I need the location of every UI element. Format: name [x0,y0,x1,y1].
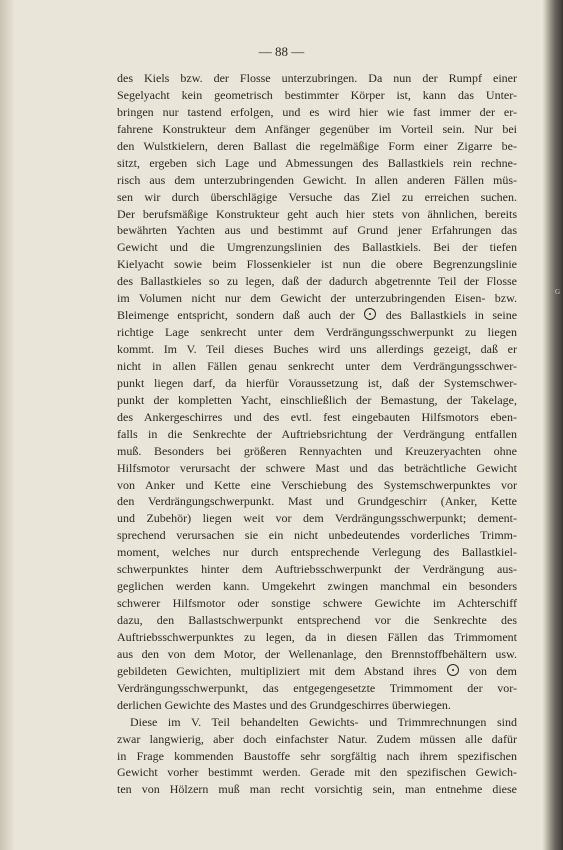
line-text: Gewicht vorher bestimmt werden. Gerade mit den spezifischen Gewich- [117,765,517,780]
edge-mark: G [554,288,561,296]
text-line [117,510,517,527]
text-line [117,172,517,189]
text-line [117,493,517,510]
text-line [117,612,517,629]
line-text: Verdrängungsschwerpunkt, das entgegengesetzte Trimmoment der vor- [117,680,517,695]
line-text: von Anker und Kette eine Verschiebung des Systemschwerpunktes vor [117,477,517,492]
line-text: moment, welches nur durch entsprechende Verlegung des Ballastkiel- [117,545,517,560]
text-line [117,409,517,426]
text-line [117,375,517,392]
line-text: den Wulstkielern, deren Ballast die regelmäßige Form einer Zigarre be- [117,138,517,153]
line-text: bringen nur tastend erfolgen, und es wird hier wie fast immer der er- [117,104,517,119]
line-text: Auftriebsschwerpunktes zu legen, da in diesen Fällen das Trimmoment [117,629,517,644]
text-line [117,222,517,239]
text-line [117,663,517,680]
text-line [117,138,517,155]
line-text: schwerer Hilfsmotor oder sonstige schwere Gewichte im Achterschiff [117,596,517,611]
text-line [117,87,517,104]
line-text: Kielyacht sowie beim Flossenkieler ist nun die obere Begrenzungslinie [117,257,517,272]
line-text: schwerpunktes hinter dem Auftriebsschwerpunkt der Verdrängung aus- [117,562,517,577]
body-text [117,70,517,798]
text-line [117,764,517,781]
center-of-gravity-symbol-icon [364,308,376,320]
center-of-gravity-symbol-icon [447,664,459,676]
line-text: ten von Hölzern muß man recht vorsichtig sein, man entnehme diese [117,782,517,797]
text-line [117,477,517,494]
text-line [117,629,517,646]
line-text: Gewicht und die Umgrenzungslinien des Ballastkiels. Bei der tiefen [117,240,517,255]
line-text: geglichen werden kann. Umgekehrt zwingen manchmal ein besonders [117,579,517,594]
text-line [117,155,517,172]
line-text-after-symbol: des Ballastkiels in seine [385,308,517,323]
page-edge-right [543,0,563,850]
line-text: sprechend verursachen sie ein nicht unbedeutendes vorderliches Trimm- [117,528,517,543]
line-text: und Zubehör) liegen weit vor dem Verdrängungsschwerpunkt; dement- [117,511,517,526]
line-text: Der berufsmäßige Konstrukteur geht auch hier stets von ähnlichen, bereits [117,206,517,221]
text-line [117,561,517,578]
line-text: sen wir durch überschlägige Versuche das Ziel zu erreichen suchen. [117,189,517,204]
line-text: falls in die Senkrechte der Auftriebsrichtung der Verdrängung entfallen [117,426,517,441]
text-line [117,392,517,409]
text-line [117,256,517,273]
line-text: punkt liegen darf, da hierfür Voraussetzung ist, daß der Systemschwer- [117,375,517,390]
line-text: aus den von dem Motor, der Wellenanlage, den Brennstoffbehältern usw. [117,646,517,661]
text-line [117,697,517,714]
line-text: des Ballastkieles so zu legen, daß der dadurch abgetrennte Teil der Flosse [117,274,517,289]
line-text: richtige Lage senkrecht unter dem Verdrängungsschwerpunkt zu liegen [117,325,517,340]
line-text: muß. Besonders bei größeren Rennyachten und Kreuzeryachten ohne [117,443,517,458]
line-text: punkt der kompletten Yacht, einschließlich der Bemastung, der Takelage, [117,392,517,407]
line-text: bewährten Yachten aus und bestimmt auf Grund jener Erfahrungen das [117,223,517,238]
line-text: Diese im V. Teil behandelten Gewichts- und Trimmrechnungen sind [130,714,517,729]
text-line [117,290,517,307]
text-line [117,595,517,612]
line-text: zwar langwierig, aber doch einfachster Natur. Zudem müssen alle dafür [117,731,517,746]
text-line [117,307,517,324]
line-text: Hilfsmotor verursacht der schwere Mast und das beträchtliche Gewicht [117,460,517,475]
line-text: gebildeten Gewichten, multipliziert mit dem Abstand ihres [117,663,437,678]
text-line [117,443,517,460]
text-line [117,460,517,477]
line-text: Segelyacht kein geometrisch bestimmter Körper ist, kann das Unter- [117,87,517,102]
page-gutter-left [0,0,14,850]
line-text: in Frage kommenden Baustoffe sehr sorgfältig nach ihrem spezifischen [117,748,517,763]
text-line [117,358,517,375]
text-line [117,324,517,341]
line-text-after-symbol: von dem [469,663,517,678]
text-line [117,273,517,290]
text-line [117,239,517,256]
text-line [117,680,517,697]
line-text: dazu, den Ballastschwerpunkt entsprechend vor die Senkrechte des [117,613,517,627]
line-text: des Kiels bzw. der Flosse unterzubringen. Da nun der Rumpf einer [117,71,517,85]
line-text: risch aus dem unterzubringenden Gewicht. In allen anderen Fällen müs- [117,172,517,187]
text-line [117,714,517,731]
page-number: — 88 — [258,44,305,59]
text-line [117,70,517,87]
line-text: sitzt, ergeben sich Lage und Abmessungen des Ballastkiels rein rechne- [117,155,517,170]
line-text: fahrene Konstrukteur dem Anfänger gegenüber im Vorteil sein. Nur bei [117,121,517,136]
line-text: im Volumen nicht nur dem Gewicht der unterzubringenden Eisen- bzw. [117,291,517,306]
line-text: kommt. Im V. Teil dieses Buches wird uns allerdings gezeigt, daß er [117,342,517,356]
text-line [117,748,517,765]
line-text: derlichen Gewichte des Mastes und des Grundgeschirres überwiegen. [117,697,451,712]
text-line [117,578,517,595]
text-line [117,104,517,121]
text-line [117,731,517,748]
text-line [117,646,517,663]
text-line [117,426,517,443]
text-line [117,121,517,138]
text-line [117,544,517,561]
text-line [117,781,517,798]
text-line [117,527,517,544]
line-text: den Verdrängungschwerpunkt. Mast und Grundgeschirr (Anker, Kette [117,494,517,509]
line-text: nicht in allen Fällen genau senkrecht unter dem Verdrängungsschwer- [117,358,517,373]
line-text: des Ankergeschirres und des evtl. fest eingebauten Hilfsmotors eben- [117,409,517,424]
line-text: Bleimenge entspricht, sondern daß auch der [117,308,355,323]
text-line [117,189,517,206]
text-line [117,206,517,223]
text-line [117,341,517,358]
